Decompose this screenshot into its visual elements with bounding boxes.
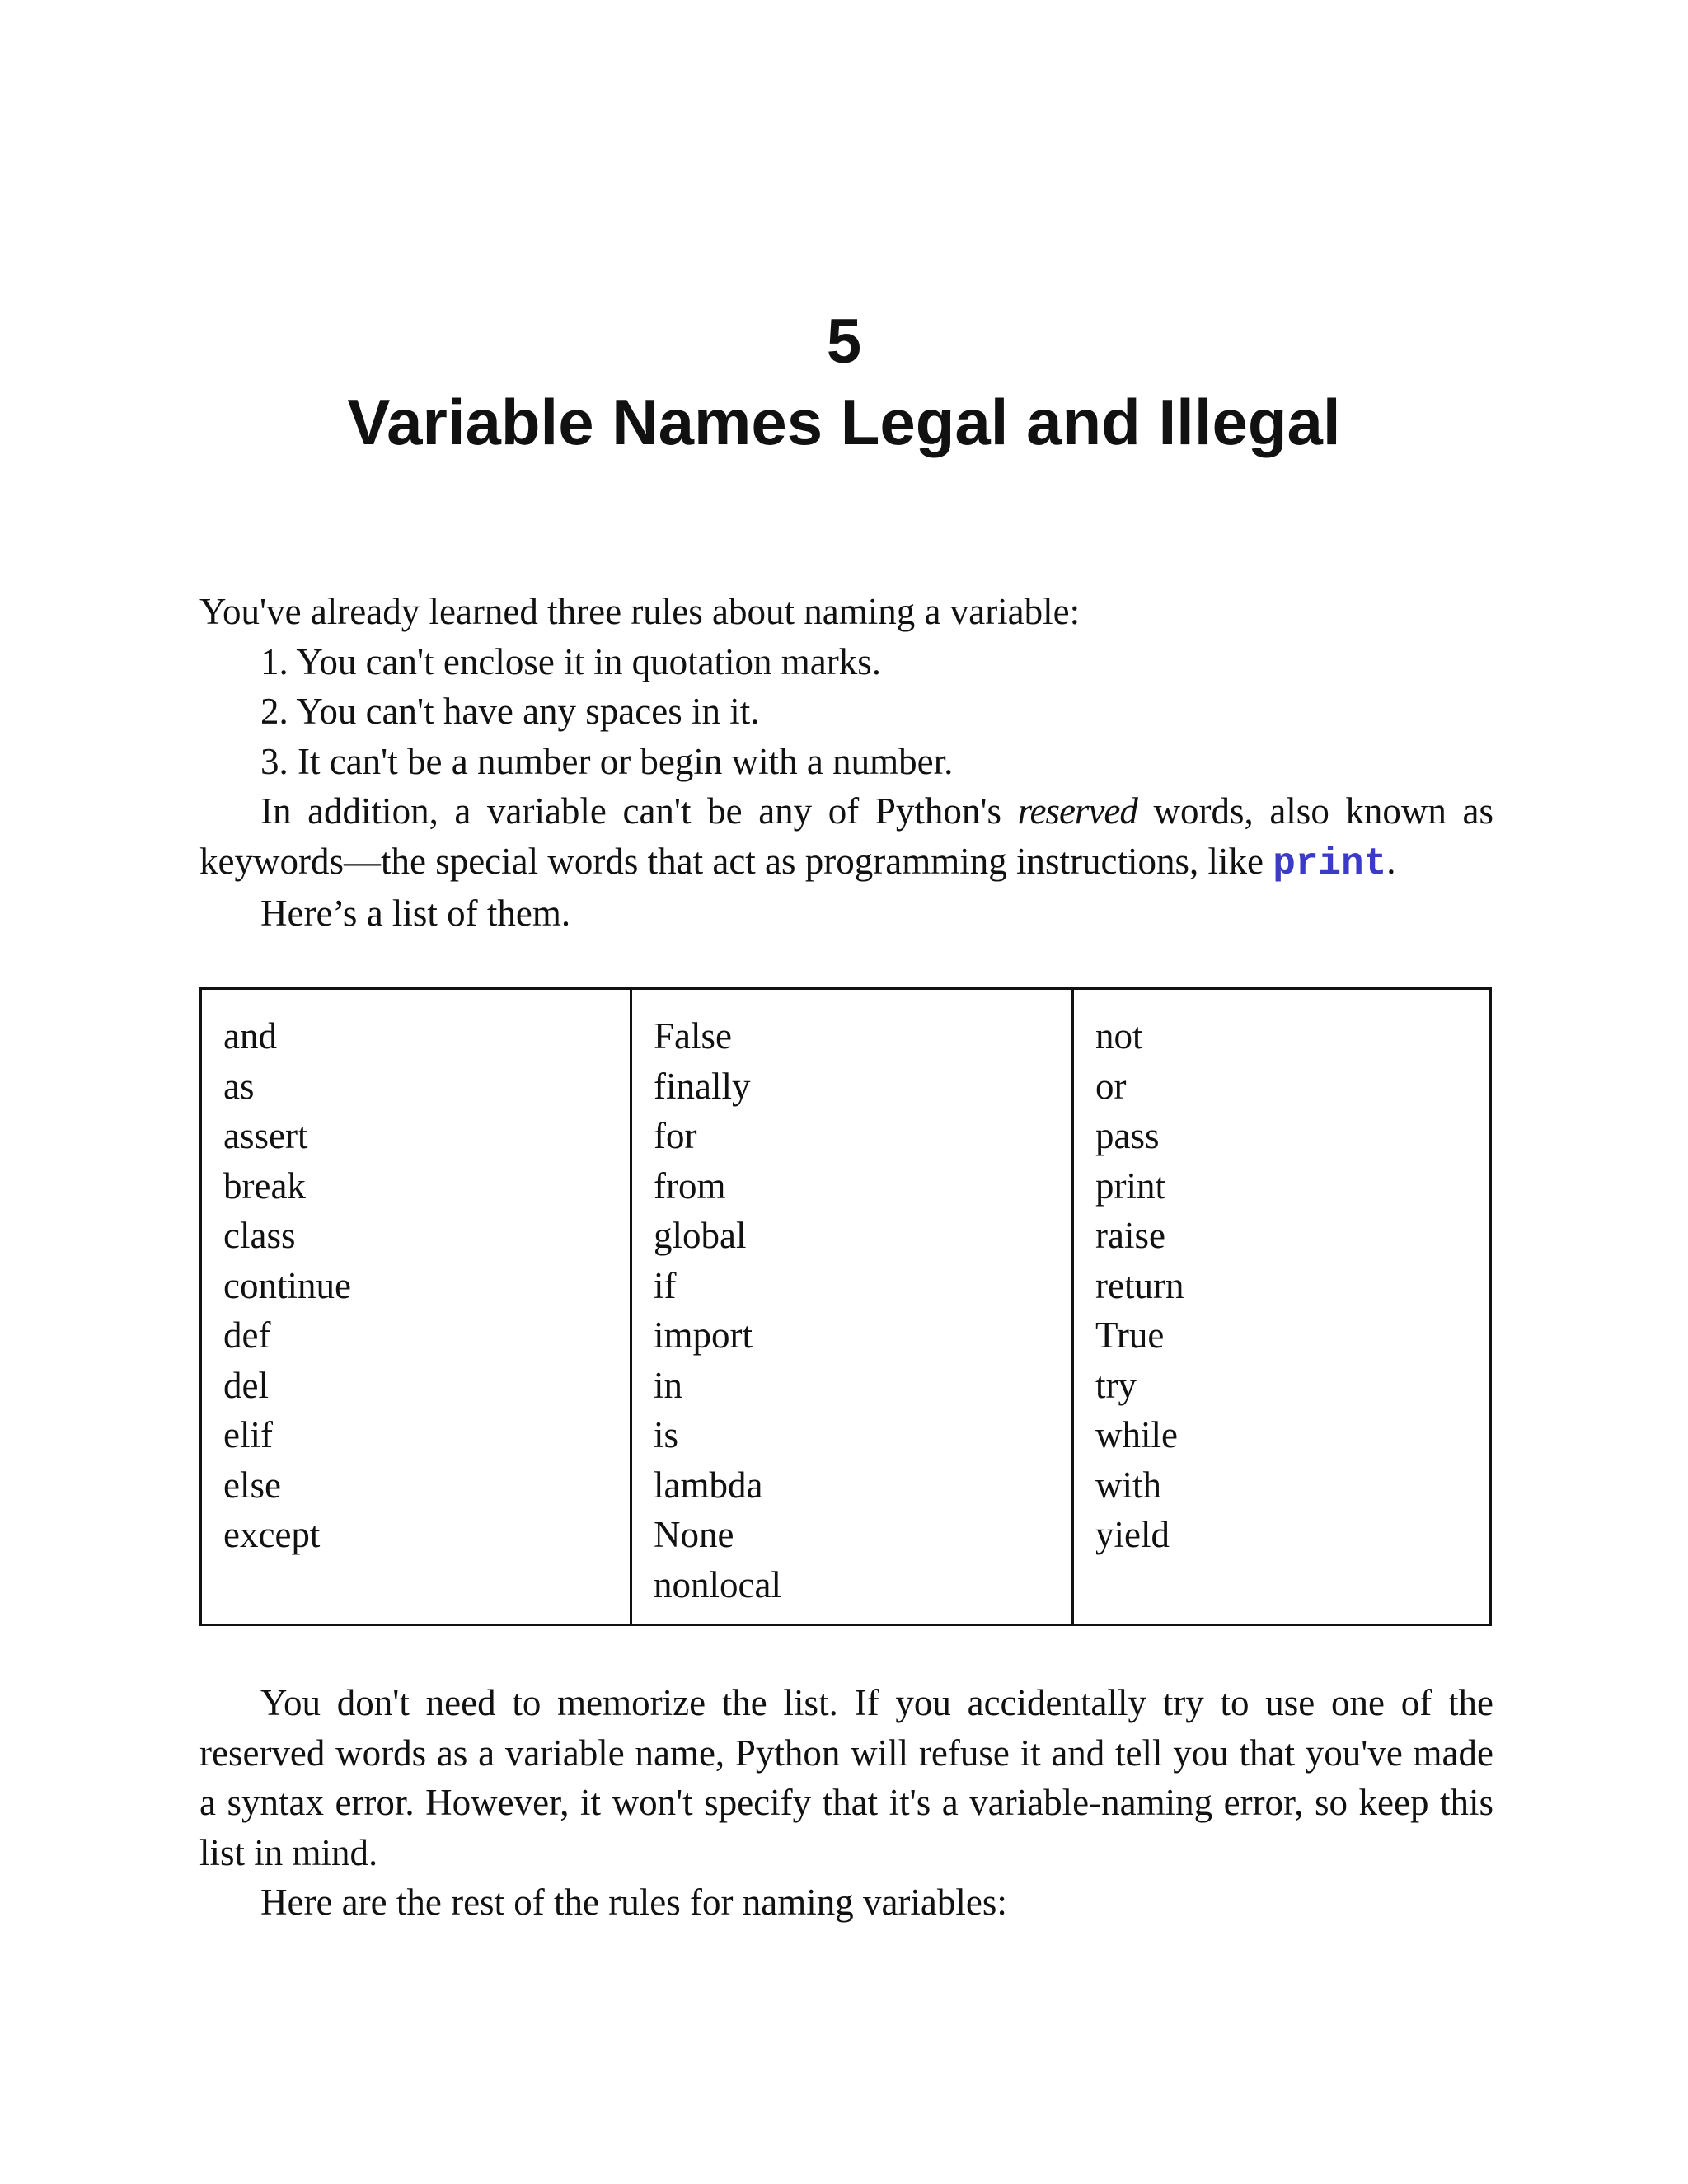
keyword-item: yield [1095,1514,1170,1555]
keywords-paragraph-text: words, also known as keywords—the special words that act as programming instructions, like [199,790,1493,882]
keyword-column-3 [1073,989,1491,1625]
keyword-item: nonlocal [654,1563,781,1605]
keywords-paragraph-text: In addition, a variable can't be any of Python's [260,790,1018,832]
keyword-item: and [223,1015,277,1057]
keyword-item: global [654,1215,747,1256]
closing-line: Here are the rest of the rules for naming variables: [260,1882,1007,1923]
keywords-paragraph-text: . [1386,840,1396,882]
keyword-item: class [223,1215,296,1256]
keyword-item: except [223,1514,321,1555]
keyword-item: finally [654,1065,751,1107]
keyword-list [223,1011,630,1560]
keyword-item: import [654,1315,753,1356]
keyword-item: elif [223,1414,273,1455]
outro-section [199,1678,1493,1928]
keyword-item: continue [223,1264,351,1306]
keyword-item: assert [223,1115,308,1156]
keyword-item: in [654,1364,683,1406]
keyword-item: else [223,1464,281,1506]
keyword-item: as [223,1065,255,1107]
keyword-item: while [1095,1414,1178,1455]
reserved-emphasis: reserved [1017,790,1137,832]
keyword-list [1095,1011,1489,1560]
keyword-item: lambda [654,1464,763,1506]
rule-item: 1. You can't enclose it in quotation marks. [260,640,882,682]
keyword-item: pass [1095,1115,1160,1156]
keyword-item: raise [1095,1215,1165,1256]
keyword-item: True [1095,1315,1165,1356]
keyword-item: if [654,1264,677,1306]
keyword-item: with [1095,1464,1162,1506]
keyword-item: for [654,1115,697,1156]
keyword-item: break [223,1165,306,1207]
reserved-keywords-table [199,987,1492,1626]
keyword-column-1 [201,989,631,1625]
memorize-paragraph: You don't need to memorize the list. If you accidentally try to use one of the reserved words as a variable name, Python will refuse it and tell you that you've made a syntax error. However, it won't specify that it's a variable-naming error, so keep this list in mind. [199,1682,1493,1873]
keyword-item: not [1095,1015,1143,1057]
keyword-item: def [223,1315,271,1356]
keyword-list [654,1011,1071,1610]
table-row [201,989,1491,1625]
rule-item: 3. It can't be a number or begin with a number. [260,740,954,782]
keyword-item: is [654,1414,679,1455]
keyword-item: del [223,1364,269,1406]
keywords-paragraph [199,786,1493,888]
print-keyword-code: print [1273,841,1387,885]
keyword-column-2 [631,989,1073,1625]
keyword-item: return [1095,1264,1184,1306]
keyword-item: from [654,1165,726,1207]
keyword-item: None [654,1514,734,1555]
rule-item: 2. You can't have any spaces in it. [260,691,760,732]
list-intro: Here’s a list of them. [260,893,571,934]
intro-lead: You've already learned three rules about naming a variable: [199,591,1081,632]
keyword-item: False [654,1015,732,1057]
chapter-title: Variable Names Legal and Illegal [347,386,1341,458]
keyword-item: try [1095,1364,1137,1406]
keyword-item: or [1095,1065,1127,1107]
intro-section [199,587,1493,939]
chapter-number: 5 [826,307,862,377]
keyword-item: print [1095,1165,1165,1207]
